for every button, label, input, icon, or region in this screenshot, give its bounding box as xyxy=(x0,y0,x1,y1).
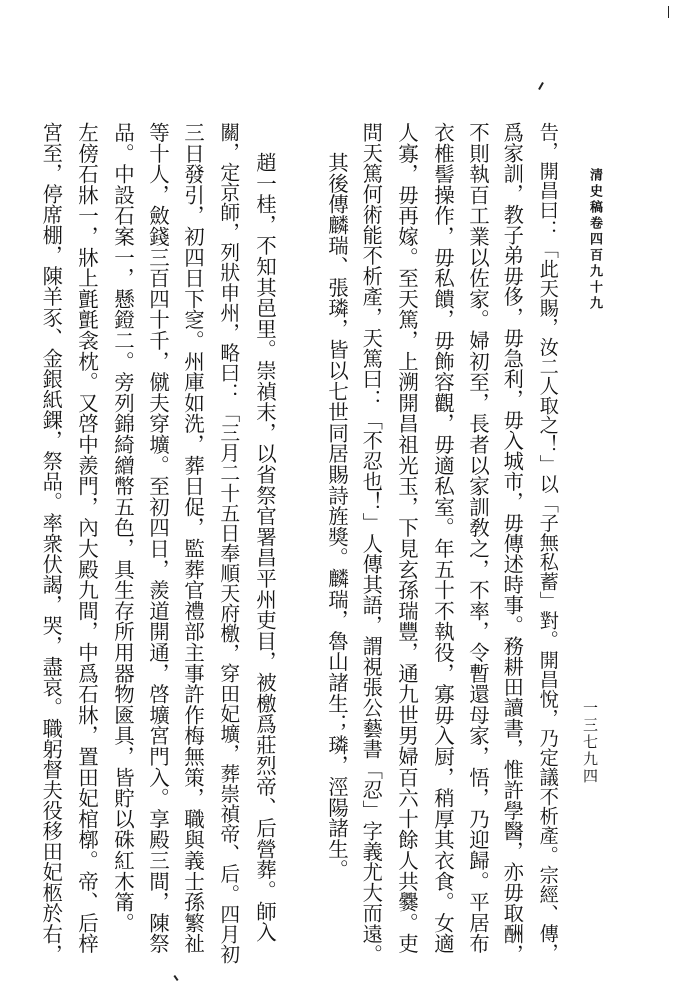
text-column: 衣椎髻操作，毋私饋，毋飾容觀，毋適私室。年五十不執役，寡毋入厨，稍厚其衣食。女適 xyxy=(430,122,455,954)
text-column: 品。中設石案一，懸鐙二。旁列錦綺繒幣五色，具生存所用器物匳具，皆貯以硃紅木筩。 xyxy=(110,122,135,934)
text-column: 關，定京師，列狀申州，略曰：「三月二十五日奉順天府檄，穿田妃壙，葬崇禎帝、后。四月初 xyxy=(216,122,240,965)
scan-mark xyxy=(668,6,669,18)
text-column: 左傍石牀一，牀上氈氈衾枕。又啓中羨門，內大殿九間，中爲石牀，置田妃棺槨。帝、后梓 xyxy=(74,122,99,954)
text-column: 告，開昌曰：「此天賜，汝二人取之！」以「子無私蓄」對。開昌悅，乃定議不析產。宗經、傳， xyxy=(536,122,560,963)
text-column: 爲家訓，教子弟毋侈，毋急利，毋入城市，毋傳述時事。務耕田讀書，惟許學醫，亦毋取酬， xyxy=(500,122,525,965)
text-column: 問天篤何術能不析產，天篤曰：「不忍也！」人傳其語，謂視張公藝書「忍」字義尤大而遠。 xyxy=(359,122,384,965)
text-column: 趙一桂，不知其邑里。崇禎末，以省祭官署昌平州吏目，被檄爲莊烈帝、后營葬。師入 xyxy=(252,152,277,943)
scan-mark xyxy=(538,82,544,90)
text-column: 人寡，毋再嫁。至天篤，上溯開昌祖光玉，下見玄孫瑞豐，通九世男婦百六十餘人共爨。吏 xyxy=(394,122,419,954)
text-column: 其後傳麟瑞、張璘，皆以七世同居賜詩旌獎。麟瑞，魯山諸生；璘，涇陽諸生。 xyxy=(324,152,349,880)
scan-mark xyxy=(173,975,178,981)
text-column: 不則執百工業以佐家。婦初至，長者以家訓敎之，不率，令暫還母家，悟，乃迎歸。平居布 xyxy=(465,122,490,954)
text-column: 宮至，停席棚，陳羊豕、金銀紙錁，祭品。率衆伏謁，哭，盡哀。職躬督夫役移田妃柩於右， xyxy=(39,122,64,965)
running-head: 清史稿卷四百九十九 xyxy=(587,168,602,312)
text-column: 三日發引，初四日下窆。州庫如洗，葬日促，監葬官禮部主事許作梅無策，職與義士孫繁祉 xyxy=(180,122,205,954)
page-number: 一三七九四 xyxy=(581,700,599,785)
text-column: 等十人，斂錢三百四十千，僦夫穿壙。至初四日，羨道開通，啓壙宮門入。享殿三間，陳祭 xyxy=(145,122,170,954)
